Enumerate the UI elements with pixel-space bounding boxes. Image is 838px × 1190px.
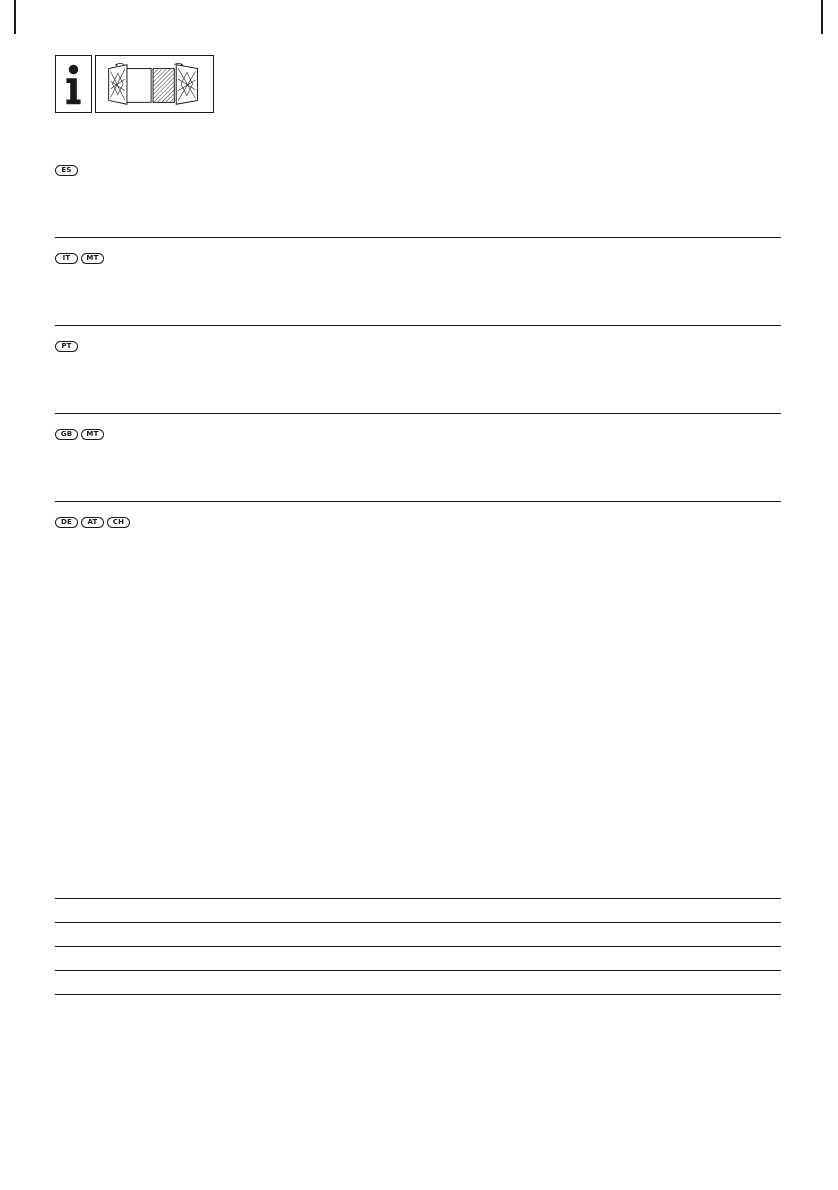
bottom-rule [55,922,781,923]
country-badge-de: DE [55,517,78,528]
bottom-rule [55,898,781,899]
bottom-rule [55,994,781,995]
language-badges-it-mt [55,253,104,264]
country-badge-mt: MT [81,429,104,440]
country-badge-ch: CH [107,517,130,528]
country-badge-pt: PT [55,341,78,352]
country-badge-mt: MT [81,253,104,264]
language-badges-gb-mt [55,429,104,440]
section-divider [55,237,781,238]
info-icon [55,55,92,113]
country-badge-gb: GB [55,429,78,440]
language-badges-pt [55,341,78,352]
crop-mark-right [821,0,823,34]
country-badge-at: AT [81,517,104,528]
section-divider [55,501,781,502]
language-badges-de-at-ch [55,517,130,528]
bottom-rule [55,946,781,947]
crop-mark-left [14,0,16,34]
country-badge-it: IT [55,253,78,264]
section-divider [55,325,781,326]
language-badges-es [55,165,78,176]
bottom-rule [55,970,781,971]
country-badge-es: ES [55,165,78,176]
section-divider [55,413,781,414]
fold-out-pages-icon [95,55,214,113]
